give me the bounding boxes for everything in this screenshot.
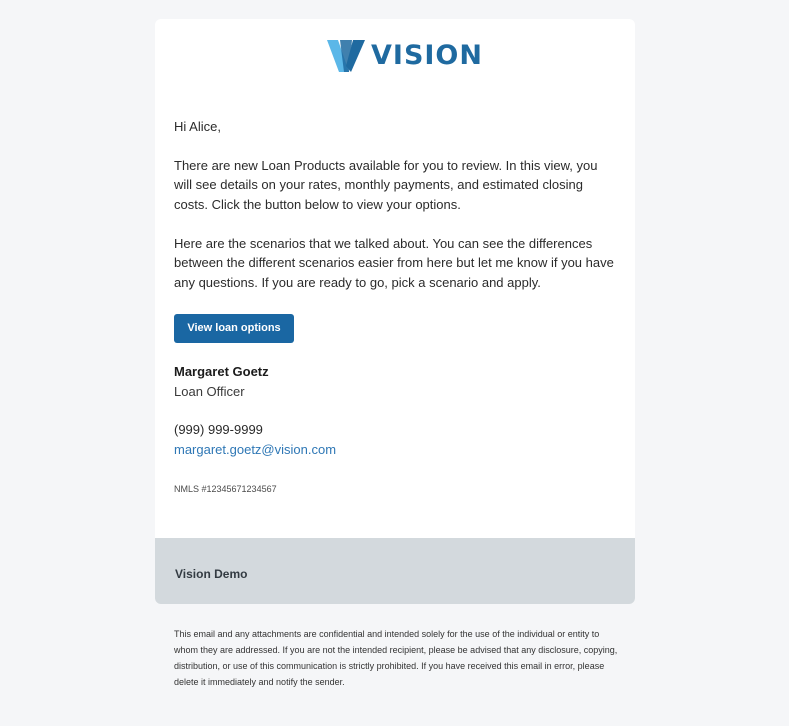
footer-company: Vision Demo [175, 567, 248, 581]
signature-phone: (999) 999-9999 [174, 422, 263, 437]
signature-email-link[interactable]: margaret.goetz@vision.com [174, 442, 337, 457]
brand-name: VISION [371, 40, 483, 71]
email-card [155, 19, 635, 604]
view-loan-options-button[interactable]: View loan options [174, 314, 294, 343]
greeting: Hi Alice, [174, 119, 221, 134]
signature-title: Loan Officer [174, 384, 245, 399]
intro-paragraph: There are new Loan Products available for you to review. In this view, you will see details on your rates, monthly payments, and estimated closing costs. Click the button below to view your options. [174, 158, 598, 212]
legal-disclaimer: This email and any attachments are confidential and intended solely for the use of the individual or entity to whom they are addressed. If you are not the intended recipient, please be advised that any disclosure, copying, distribution, or use of this communication is strictly prohibited. If you have received this email in error, please delete it immediately and notify the sender. [174, 629, 618, 687]
signature-name: Margaret Goetz [174, 364, 269, 379]
vision-v-logo-icon [327, 40, 367, 72]
footer-band [155, 538, 635, 604]
brand-logo [327, 40, 483, 72]
nmls-number: NMLS #12345671234567 [174, 484, 277, 494]
scenarios-paragraph: Here are the scenarios that we talked about. You can see the differences between the different scenarios easier from here but let me know if you have any questions. If you are ready to go, pick a scenario and apply. [174, 236, 614, 290]
